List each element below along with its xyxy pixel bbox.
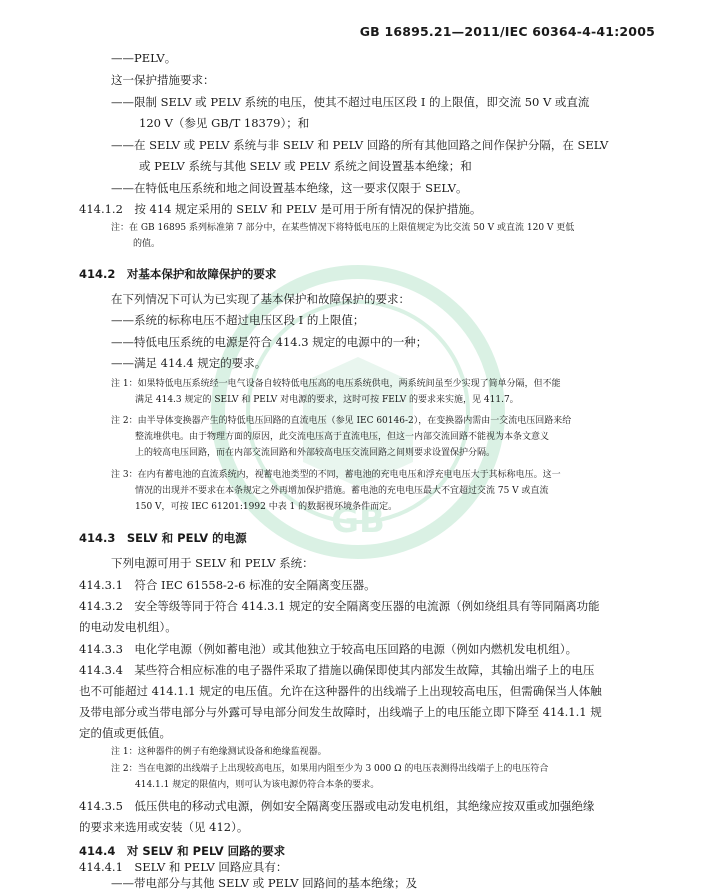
note-continuation: 情况的出现并不要求在本条规定之外再增加保护措施。蓄电池的充电电压最大不宜超过交流 75 V 或直流 xyxy=(135,486,549,496)
list-item-continuation: 120 V（参见 GB/T 18379）；和 xyxy=(139,116,310,130)
note: 注 2：由半导体变换器产生的特低电压回路的直流电压（参见 IEC 60146-2），在变换器内需由一交流电压回路来给 xyxy=(111,416,572,426)
note: 注 2：当在电源的出线端子上出现较高电压，如果用内阻至少为 3 000 Ω 的电压表测得出线端子上的电压符合 xyxy=(111,764,549,774)
svg-text:GB: GB xyxy=(331,501,385,541)
note: 注 1：如果特低电压系统经一电气设备自较特低电压高的电压系统供电，两系统间虽至少实现了简单分隔，但不能 xyxy=(111,379,561,389)
note: 注：在 GB 16895 系列标准第 7 部分中，在某些情况下将特低电压的上限值规定为比交流 50 V 或直流 120 V 更低 xyxy=(111,223,575,233)
clause-414-3-3: 414.3.3 电化学电源（例如蓄电池）或其他独立于较高电压回路的电源（例如内燃机发电机组）。 xyxy=(79,642,578,656)
section-heading-414-4: 414.4 对 SELV 和 PELV 回路的要求 xyxy=(79,844,286,858)
clause-414-3-1: 414.3.1 符合 IEC 61558-2-6 标准的安全隔离变压器。 xyxy=(79,578,376,592)
clause-continuation: 的要求来选用或安装（见 412）。 xyxy=(79,820,249,834)
clause-414-1-2: 414.1.2 按 414 规定采用的 SELV 和 PELV 是可用于所有情况的保护措施。 xyxy=(79,202,482,216)
list-item: ——带电部分与其他 SELV 或 PELV 回路间的基本绝缘；及 xyxy=(111,876,418,890)
list-item: ——系统的标称电压不超过电压区段 I 的上限值； xyxy=(111,313,365,327)
text-line: 这一保护措施要求： xyxy=(111,73,215,87)
note-continuation: 的值。 xyxy=(133,239,161,249)
list-item: ——满足 414.4 规定的要求。 xyxy=(111,356,267,370)
clause-414-3-4: 414.3.4 某些符合相应标准的电子器件采取了措施以确保即使其内部发生故障，其输出端子上的电压 xyxy=(79,663,595,677)
clause-414-4-1: 414.4.1 SELV 和 PELV 回路应具有： xyxy=(79,860,288,874)
list-item-continuation: 或 PELV 系统与其他 SELV 或 PELV 系统之间设置基本绝缘；和 xyxy=(139,159,472,173)
text-line: 下列电源可用于 SELV 和 PELV 系统： xyxy=(111,556,314,570)
clause-continuation: 的电动发电机组）。 xyxy=(79,620,177,634)
list-item: ——限制 SELV 或 PELV 系统的电压，使其不超过电压区段 I 的上限值，即交流 50 V 或直流 xyxy=(111,95,590,109)
note-continuation: 整流堆供电。由于物理方面的原因，此交流电压高于直流电压，但这一内部交流回路不能视为本条文意义 xyxy=(135,432,550,442)
clause-414-3-5: 414.3.5 低压供电的移动式电源，例如安全隔离变压器或电动发电机组，其绝缘应按双重或加强绝缘 xyxy=(79,799,595,813)
text-line: 在下列情况下可认为已实现了基本保护和故障保护的要求： xyxy=(111,292,410,306)
section-heading-414-3: 414.3 SELV 和 PELV 的电源 xyxy=(79,531,247,545)
list-item: ——在特低电压系统和地之间设置基本绝缘，这一要求仅限于 SELV。 xyxy=(111,181,468,195)
clause-continuation: 及带电部分或当带电部分与外露可导电部分间发生故障时，出线端子上的电压能立即下降至 414.1.1 规 xyxy=(79,705,602,719)
note-continuation: 满足 414.3 规定的 SELV 和 PELV 对电源的要求，这时可按 FELV 的要求来实施，见 411.7。 xyxy=(135,395,519,405)
list-item: ——在 SELV 或 PELV 系统与非 SELV 和 PELV 回路的所有其他回路之间作保护分隔，在 SELV xyxy=(111,138,609,152)
note-continuation: 414.1.1 规定的限值内，则可认为该电源仍符合本条的要求。 xyxy=(135,780,380,790)
watermark-seal-icon xyxy=(208,262,508,562)
note-continuation: 150 V，可按 IEC 61201:1992 中表 1 的数据视环境条件而定。 xyxy=(135,502,398,512)
text-line: ——PELV。 xyxy=(111,51,177,65)
clause-continuation: 也不可能超过 414.1.1 规定的电压值。允许在这种器件的出线端子上出现较高电压，但需确保当人体触 xyxy=(79,684,602,698)
note-continuation: 上的较高电压回路，而在内部交流回路和外部较高电压交流回路之间则要求设置保护分隔。 xyxy=(135,448,496,458)
clause-414-3-2: 414.3.2 安全等级等同于符合 414.3.1 规定的安全隔离变压器的电流源（例如绕组具有等同隔离功能 xyxy=(79,599,600,613)
section-heading-414-2: 414.2 对基本保护和故障保护的要求 xyxy=(79,267,277,281)
list-item: ——特低电压系统的电源是符合 414.3 规定的电源中的一种； xyxy=(111,335,428,349)
clause-continuation: 定的值或更低值。 xyxy=(79,726,171,740)
note: 注 3：在内有蓄电池的直流系统内，视蓄电池类型的不同，蓄电池的充电电压和浮充电电压大于其标称电压。这一 xyxy=(111,470,561,480)
standard-code-header: GB 16895.21—2011/IEC 60364-4-41:2005 xyxy=(359,24,655,39)
note: 注 1：这种器件的例子有绝缘测试设备和绝缘监视器。 xyxy=(111,747,327,757)
